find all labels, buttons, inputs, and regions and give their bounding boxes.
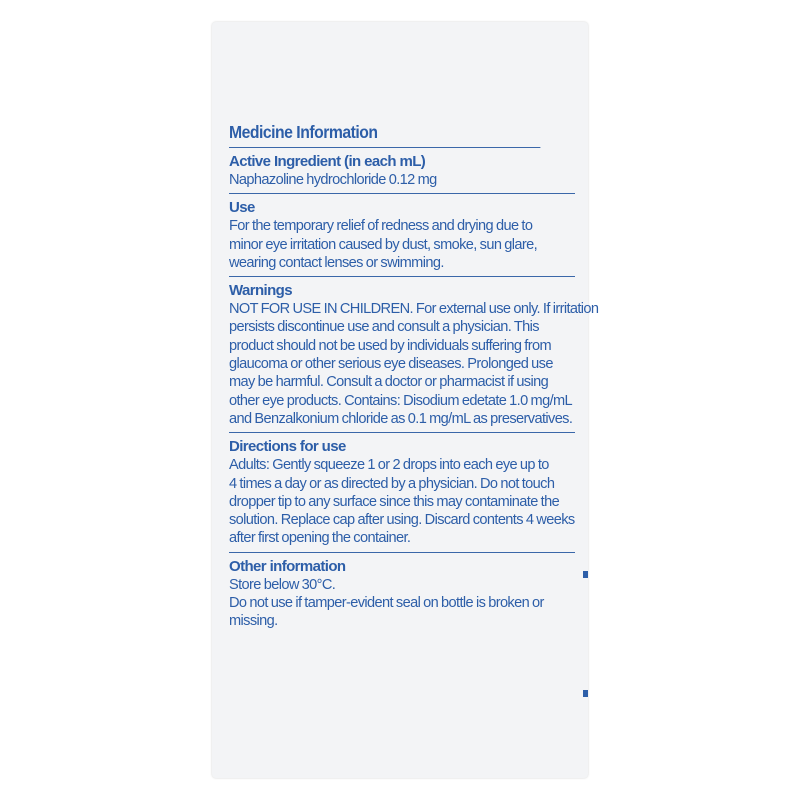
section-heading: Other information <box>229 557 346 575</box>
section-warnings <box>229 277 599 433</box>
body-line: minor eye irritation caused by dust, smoke, sun glare, <box>229 236 538 253</box>
body-line: other eye products. Contains: Disodium edetate 1.0 mg/mL <box>229 392 573 409</box>
section-heading: Active Ingredient (in each mL) <box>229 153 426 170</box>
section-active-ingredient <box>229 148 575 194</box>
section-body <box>229 217 575 272</box>
body-line: glaucoma or other serious eye diseases. Prolonged use <box>229 356 553 373</box>
body-line: dropper tip to any surface since this may contaminate the <box>229 493 560 510</box>
print-mark-top <box>583 571 588 578</box>
body-line: missing. <box>229 613 278 630</box>
section-use <box>229 194 575 277</box>
section-body <box>229 456 575 547</box>
body-line: Do not use if tamper-evident seal on bottle is broken or <box>229 595 544 612</box>
body-line: NOT FOR USE IN CHILDREN. For external use only. If irritation <box>229 301 599 318</box>
section-body <box>229 576 575 631</box>
section-other-information <box>229 553 575 635</box>
body-line: product should not be used by individuals suffering from <box>229 337 552 354</box>
medicine-information-label <box>229 121 599 635</box>
body-line: Store below 30°C. <box>229 576 336 593</box>
print-mark-bottom <box>583 690 588 697</box>
section-body <box>229 300 599 428</box>
body-line: Naphazoline hydrochloride 0.12 mg <box>229 172 437 188</box>
label-title: Medicine Information <box>229 121 540 148</box>
section-heading: Warnings <box>229 282 292 300</box>
section-body <box>229 171 575 189</box>
body-line: may be harmful. Consult a doctor or pharmacist if using <box>229 374 549 391</box>
body-line: wearing contact lenses or swimming. <box>229 254 444 271</box>
body-line: Adults: Gently squeeze 1 or 2 drops into each eye up to <box>229 457 549 474</box>
body-line: 4 times a day or as directed by a physician. Do not touch <box>229 475 555 492</box>
body-line: For the temporary relief of redness and drying due to <box>229 218 533 235</box>
body-line: persists discontinue use and consult a physician. This <box>229 319 539 336</box>
body-line: and Benzalkonium chloride as 0.1 mg/mL as preservatives. <box>229 410 573 427</box>
section-heading: Directions for use <box>229 438 346 456</box>
section-directions <box>229 433 575 552</box>
section-heading: Use <box>229 199 255 217</box>
body-line: solution. Replace cap after using. Discard contents 4 weeks <box>229 512 575 529</box>
body-line: after first opening the container. <box>229 530 411 547</box>
